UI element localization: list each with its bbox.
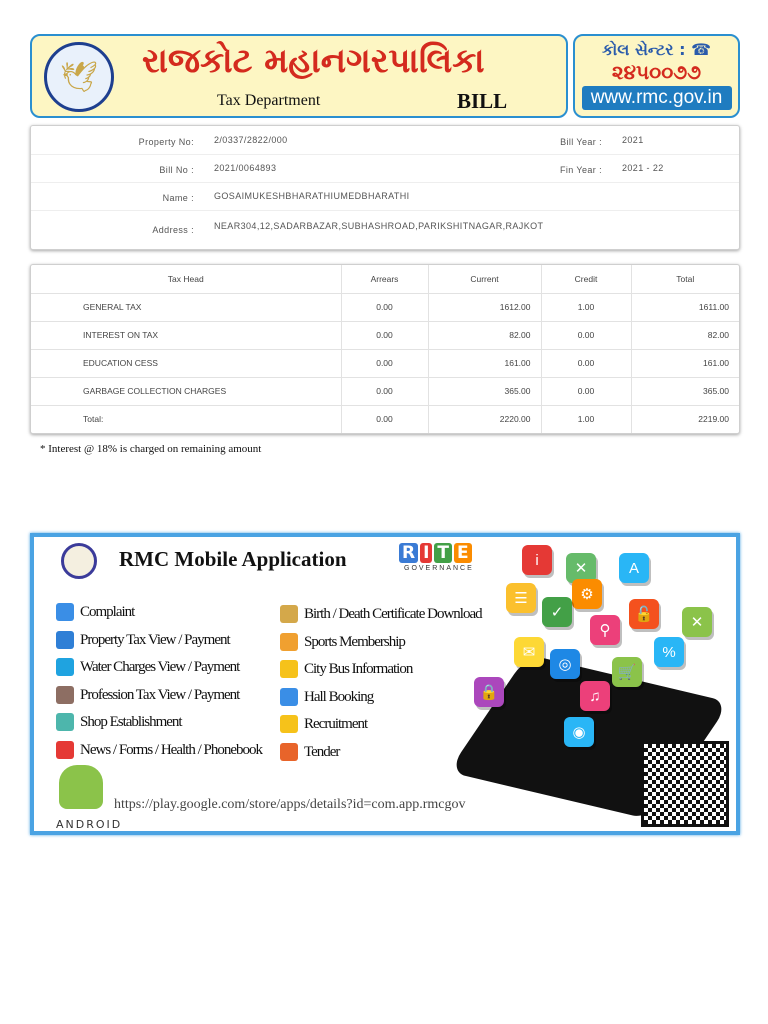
property-no-label: Property No:: [138, 137, 194, 147]
sports-membership-icon: [280, 633, 298, 651]
credit-cell: 0.00: [541, 349, 631, 377]
app-tile-icon: ✓: [542, 597, 572, 627]
table-row: [31, 293, 739, 321]
name-value: GOSAIMUKESHBHARATHIUMEDBHARATHI: [214, 191, 410, 201]
credit-cell: 1.00: [541, 293, 631, 321]
app-tile-icon: ☰: [506, 583, 536, 613]
bill-no-label: Bill No :: [159, 165, 194, 175]
app-tile-icon: ✕: [682, 607, 712, 637]
water-charges-icon: [56, 658, 74, 676]
app-tile-icon: ✕: [566, 553, 596, 583]
app-tile-icon: ⚲: [590, 615, 620, 645]
feature-water-charges: [56, 658, 239, 676]
play-store-link[interactable]: https://play.google.com/store/apps/details?id=com.app.rmcgov: [114, 797, 466, 812]
complaint-icon: [56, 603, 74, 621]
fin-year-value: 2021 - 22: [622, 163, 664, 173]
col-total: Total: [631, 265, 739, 293]
current-cell: 365.00: [428, 377, 541, 405]
app-tile-icon: i: [522, 545, 552, 575]
name-label: Name :: [162, 193, 194, 203]
feature-complaint: [56, 603, 134, 621]
feature-birth-death-certificate: [280, 605, 482, 623]
address-label: Address :: [152, 225, 194, 235]
feature-label: Complaint: [80, 604, 135, 620]
tax-table: [31, 265, 739, 433]
android-robot-icon: [59, 765, 103, 809]
app-tile-icon: 🔓: [629, 599, 659, 629]
feature-label: Tender: [304, 743, 340, 760]
feature-sports-membership: [280, 633, 405, 651]
col-arrears: Arrears: [341, 265, 428, 293]
tax-head-cell: EDUCATION CESS: [31, 349, 341, 377]
table-row: [31, 321, 739, 349]
property-info-panel: [30, 125, 740, 250]
table-row: [31, 377, 739, 405]
fin-year-label: Fin Year :: [559, 165, 602, 175]
feature-label: Recruitment: [304, 716, 368, 732]
current-cell: 1612.00: [428, 293, 541, 321]
rmc-emblem-icon: [61, 543, 97, 579]
property-no-value: 2/0337/2822/000: [214, 135, 288, 145]
col-current: Current: [428, 265, 541, 293]
feature-shop-establishment: [56, 713, 182, 731]
call-center-row: [575, 40, 738, 60]
feature-property-tax: [56, 631, 230, 649]
feature-city-bus: [280, 660, 412, 678]
bill-year-label: Bill Year :: [560, 137, 602, 147]
feature-recruitment: [280, 715, 367, 733]
qr-code-icon[interactable]: [641, 741, 729, 827]
tax-table-panel: [30, 264, 740, 434]
app-tile-icon: ✉: [514, 637, 544, 667]
android-label: ANDROID: [56, 818, 123, 831]
feature-tender: [280, 743, 339, 761]
current-cell: 2220.00: [428, 405, 541, 433]
rite-letter: E: [454, 543, 472, 563]
info-row: [31, 155, 739, 183]
table-header-row: [31, 265, 739, 293]
total-cell: 82.00: [631, 321, 739, 349]
feature-label: Birth / Death Certificate Download: [304, 606, 482, 622]
feature-label: City Bus Information: [304, 661, 413, 677]
info-row: [31, 183, 739, 211]
feature-hall-booking: [280, 688, 373, 706]
rmc-emblem-icon: 🕊: [44, 42, 114, 112]
feature-label: Property Tax View / Payment: [80, 631, 230, 648]
profession-tax-icon: [56, 686, 74, 704]
app-tile-icon: ♫: [580, 681, 610, 711]
feature-label: Hall Booking: [304, 688, 374, 705]
feature-label: Shop Establishment: [80, 714, 182, 730]
table-row: [31, 405, 739, 433]
hall-booking-icon: [280, 688, 298, 706]
tax-head-cell: Total:: [31, 405, 341, 433]
document-type: BILL: [457, 89, 508, 113]
feature-label: Sports Membership: [304, 633, 405, 650]
app-tile-icon: ⚙: [572, 579, 602, 609]
governance-label: GOVERNANCE: [404, 565, 474, 572]
bill-no-value: 2021/0064893: [214, 163, 277, 173]
department-label: Tax Department: [217, 92, 321, 109]
arrears-cell: 0.00: [341, 405, 428, 433]
feature-profession-tax: [56, 686, 239, 704]
city-bus-icon: [280, 660, 298, 678]
phone-icon: ☎: [685, 40, 711, 59]
birth-death-certificate-icon: [280, 605, 298, 623]
feature-label: Water Charges View / Payment: [80, 659, 240, 675]
app-tile-icon: 🔒: [474, 677, 504, 707]
credit-cell: 1.00: [541, 405, 631, 433]
website-link[interactable]: www.rmc.gov.in: [582, 86, 732, 110]
info-row: [31, 126, 739, 155]
current-cell: 161.00: [428, 349, 541, 377]
credit-cell: 0.00: [541, 377, 631, 405]
mobile-app-banner: [30, 533, 740, 835]
header-title-box: [30, 34, 568, 118]
banner-title: RMC Mobile Application: [119, 547, 347, 571]
credit-cell: 0.00: [541, 321, 631, 349]
rite-governance-logo: [399, 543, 474, 563]
tax-head-cell: GENERAL TAX: [31, 293, 341, 321]
feature-news-forms: [56, 741, 262, 759]
feature-label: Profession Tax View / Payment: [80, 686, 240, 703]
bill-year-value: 2021: [622, 135, 644, 145]
feature-label: News / Forms / Health / Phonebook: [80, 741, 262, 758]
tax-head-cell: INTEREST ON TAX: [31, 321, 341, 349]
call-center-label: કોલ સેન્ટર :: [602, 40, 686, 59]
property-tax-icon: [56, 631, 74, 649]
total-cell: 1611.00: [631, 293, 739, 321]
app-tile-icon: A: [619, 553, 649, 583]
col-tax-head: Tax Head: [31, 265, 341, 293]
total-cell: 2219.00: [698, 414, 729, 425]
app-tile-icon: ◎: [550, 649, 580, 679]
tax-head-cell: GARBAGE COLLECTION CHARGES: [31, 377, 341, 405]
arrears-cell: 0.00: [341, 377, 428, 405]
arrears-cell: 0.00: [341, 321, 428, 349]
col-credit: Credit: [541, 265, 631, 293]
info-row: [31, 211, 739, 251]
recruitment-icon: [280, 715, 298, 733]
news-forms-icon: [56, 741, 74, 759]
arrears-cell: 0.00: [341, 293, 428, 321]
current-cell: 82.00: [428, 321, 541, 349]
total-cell: 161.00: [631, 349, 739, 377]
tender-icon: [280, 743, 298, 761]
app-tile-icon: ◉: [564, 717, 594, 747]
corporation-name: રાજકોટ મહાનગરપાલિકા: [142, 41, 485, 81]
shop-establishment-icon: [56, 713, 74, 731]
rite-letter: T: [434, 543, 452, 563]
rite-letter: I: [420, 543, 432, 563]
app-tile-icon: %: [654, 637, 684, 667]
arrears-cell: 0.00: [341, 349, 428, 377]
rite-letter: R: [399, 543, 418, 563]
app-tile-icon: 🛒: [612, 657, 642, 687]
total-cell: 365.00: [631, 377, 739, 405]
interest-note: * Interest @ 18% is charged on remaining amount: [40, 443, 262, 455]
contact-box: [573, 34, 740, 118]
address-value: NEAR304,12,SADARBAZAR,SUBHASHROAD,PARIKSHITNAGAR,RAJKOT: [214, 221, 544, 231]
table-row: [31, 349, 739, 377]
call-center-number: ૨૪૫૦૦૭૭: [611, 60, 702, 84]
